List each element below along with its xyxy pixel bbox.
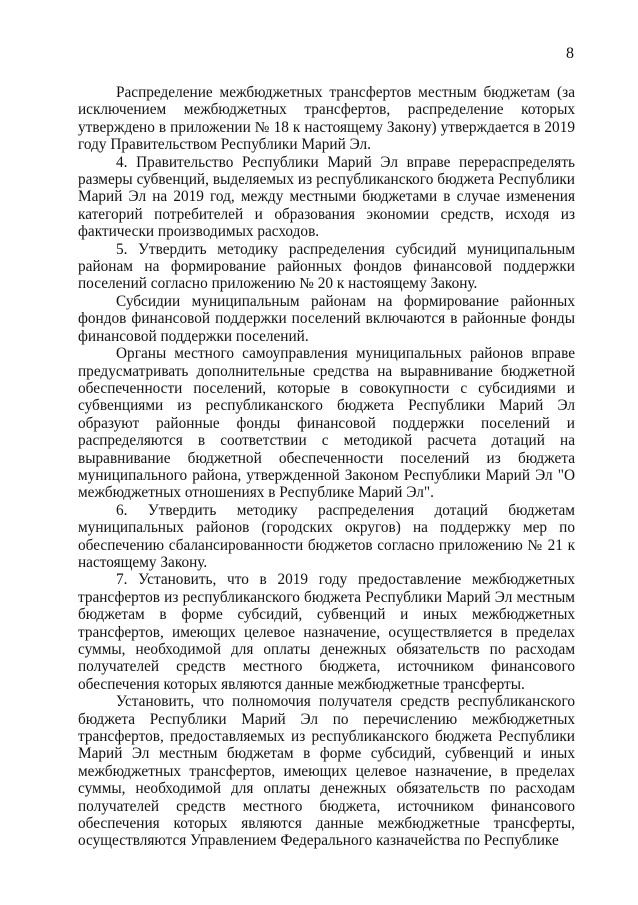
paragraph-subsidies-districts: Субсидии муниципальным районам на формирование районных фондов финансовой поддержки поселений включаются в районные фонды финансовой поддержки поселений.	[78, 292, 575, 345]
page-number: 8	[566, 45, 574, 62]
paragraph-item-7: 7. Установить, что в 2019 году предоставление межбюджетных трансфертов из республиканского бюджета Республики Марий Эл местным бюджетам в форме субсидий, субвенций и иных межбюджетных трансфертов, имеющих целевое назначение, осуществляется в пределах суммы, необходимой для оплаты денежных обязательств по расходам получателей средств местного бюджета, источником финансового обеспечения которых являются данные межбюджетные трансферты.	[78, 571, 575, 693]
paragraph-item-5: 5. Утвердить методику распределения субсидий муниципальным районам на формирование районных фондов финансовой поддержки поселений согласно приложению № 20 к настоящему Закону.	[78, 240, 575, 293]
document-body	[78, 84, 575, 850]
paragraph-item-4: 4. Правительство Республики Марий Эл вправе перераспределять размеры субвенций, выделяемых из республиканского бюджета Республики Марий Эл на 2019 год, между местными бюджетами в случае изменения категорий потребителей и образования экономии средств, исходя из фактически производимых расходов.	[78, 153, 575, 241]
paragraph-treasury-powers: Установить, что полномочия получателя средств республиканского бюджета Республики Марий Эл по перечислению межбюджетных трансфертов, предоставляемых из республиканского бюджета Республики Марий Эл местным бюджетам в форме субсидий, субвенций и иных межбюджетных трансфертов, имеющих целевое назначение, в пределах суммы, необходимой для оплаты денежных обязательств по расходам получателей средств местного бюджета, источником финансового обеспечения которых являются данные межбюджетные трансферты, осуществляются Управлением Федерального казначейства по Республике	[78, 693, 575, 850]
paragraph-local-authorities: Органы местного самоуправления муниципальных районов вправе предусматривать дополнительные средства на выравнивание бюджетной обеспеченности поселений, которые в совокупности с субсидиями и субвенциями из республиканского бюджета Республики Марий Эл образуют районные фонды финансовой поддержки поселений и распределяются в соответствии с методикой расчета дотаций на выравнивание бюджетной обеспеченности поселений из бюджета муниципального района, утвержденной Законом Республики Марий Эл "О межбюджетных отношениях в Республике Марий Эл".	[78, 345, 575, 502]
paragraph-item-6: 6. Утвердить методику распределения дотаций бюджетам муниципальных районов (городских округов) на поддержку мер по обеспечению сбалансированности бюджетов согласно приложению № 21 к настоящему Закону.	[78, 501, 575, 571]
paragraph-distribution-transfers: Распределение межбюджетных трансфертов местным бюджетам (за исключением межбюджетных трансфертов, распределение которых утверждено в приложении № 18 к настоящему Закону) утверждается в 2019 году Правительством Республики Марий Эл.	[78, 84, 575, 154]
